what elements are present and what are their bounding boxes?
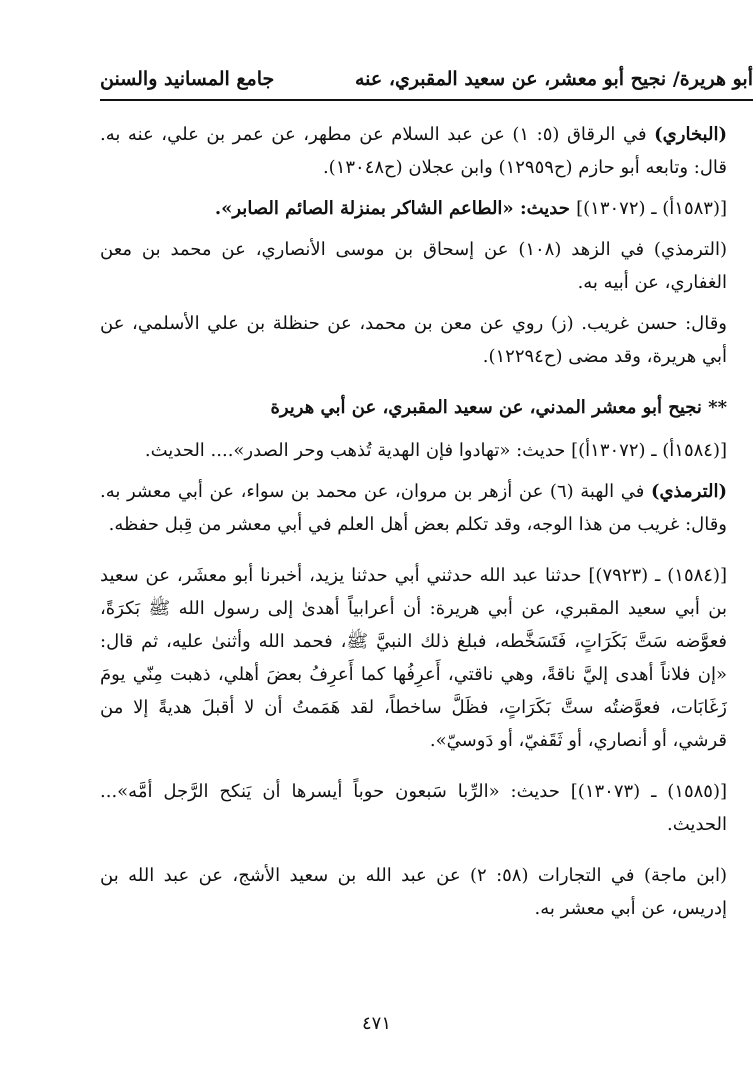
paragraph-hadith-1585 [100, 775, 745, 841]
paragraph-text: في الزهد (١٠٨) عن إسحاق بن موسى الأنصاري، عن محمد بن معن الغفاري، عن أبيه به. [100, 239, 727, 293]
paragraph-hadith-1584a [100, 434, 745, 467]
paragraph-text: في الهبة (٦) عن أزهر بن مروان، عن محمد بن سواء، عن أبي معشر به. وقال: غريب من هذا الوجه، وقد تكلم بعض أهل العلم في أبي معشر من قِبل حفظه. [100, 481, 727, 535]
paragraph-hadith-1583a [100, 192, 745, 225]
running-header [100, 60, 753, 98]
hadith-number: [(١٥٨٤) ـ (٧٩٢٣)] [588, 565, 727, 586]
page-number: ٤٧١ [361, 1013, 391, 1034]
source-label: (البخاري) [654, 124, 727, 145]
section-heading: ** نجيح أبو معشر المدني، عن سعيد المقبري، عن أبي هريرة [270, 397, 727, 418]
header-chapter-title: أبو هريرة/ نجيح أبو معشر، عن سعيد المقبري، عنه [354, 68, 753, 90]
hadith-text: حديث: «الرِّبا سَبعون حوباً أيسرها أن يَنكح الرَّجل أمَّه»... الحديث. [100, 781, 727, 835]
paragraph-ibn-majah [100, 859, 745, 925]
hadith-number: [(١٥٨٥) ـ (١٣٠٧٣)] [570, 781, 727, 802]
paragraph-text: في التجارات (٥٨: ٢) عن عبد الله بن سعيد الأشج، عن عبد الله بن إدريس، عن أبي معشر به. [100, 865, 727, 919]
paragraph-tirmidhi-zuhd [100, 233, 745, 299]
paragraph-bukhari-ref [100, 118, 745, 184]
hadith-text: حدثنا عبد الله حدثني أبي حدثنا يزيد، أخبرنا أبو معشَر، عن سعيد بن أبي سعيد المقبري، عن أبي هريرة: أن أعرابياً أهدىٰ إلى رسول الله ﷺ بَكرَةً، فعوَّضه سَتَّ بَكَرَاتٍ، فَتَسَخَّطه، فبلغ ذلك النبيَّ ﷺ، فحمد الله وأثنىٰ عليه، ثم قال: «إن فلاناً أهدى إليَّ ناقةً، وهي ناقتي، أَعرِفُها كما أَعرِفُ بعضَ أهلي، ذهبت مِنّي يومَ زَغَابَات، فعوَّضتُه ستَّ بَكَرَاتٍ، فظَلَّ ساخطاً، لقد هَمَمتُ أن لا أقبلَ هديةً إلا من قرشي، أو أنصاري، أو ثَقَفيّ، أو دَوسيّ». [100, 565, 727, 751]
page-body [100, 118, 745, 933]
header-book-title: جامع المسانيد والسنن [100, 68, 275, 90]
header-divider [100, 99, 753, 101]
paragraph-text: وقال: حسن غريب. (ز) روي عن معن بن محمد، عن حنظلة بن علي الأسلمي، عن أبي هريرة، وقد مضى (ح١٢٢٩٤). [100, 313, 727, 367]
hadith-text: حديث: «الطاعم الشاكر بمنزلة الصائم الصابر». [214, 198, 577, 219]
source-label: (الترمذي) [653, 239, 727, 260]
hadith-number: [(١٥٨٣أ) ـ (١٣٠٧٢)] [576, 198, 727, 219]
paragraph-tirmidhi-comment [100, 307, 745, 373]
hadith-number: [(١٥٨٤أ) ـ (١٣٠٧٢أ)] [571, 440, 727, 461]
paragraph-text: في الرقاق (٥: ١) عن عبد السلام عن مطهر، عن عمر بن علي، عنه به. قال: وتابعه أبو حازم (ح١٢٩٥٩) وابن عجلان (ح١٣٠٤٨). [100, 124, 727, 178]
source-label: (الترمذي) [650, 481, 727, 502]
paragraph-tirmidhi-hiba [100, 475, 745, 541]
hadith-text: حديث: «تهادوا فإن الهدية تُذهب وحر الصدر».... الحديث. [144, 440, 572, 461]
paragraph-hadith-1584 [100, 559, 745, 757]
source-label: (ابن ماجة) [643, 865, 727, 886]
